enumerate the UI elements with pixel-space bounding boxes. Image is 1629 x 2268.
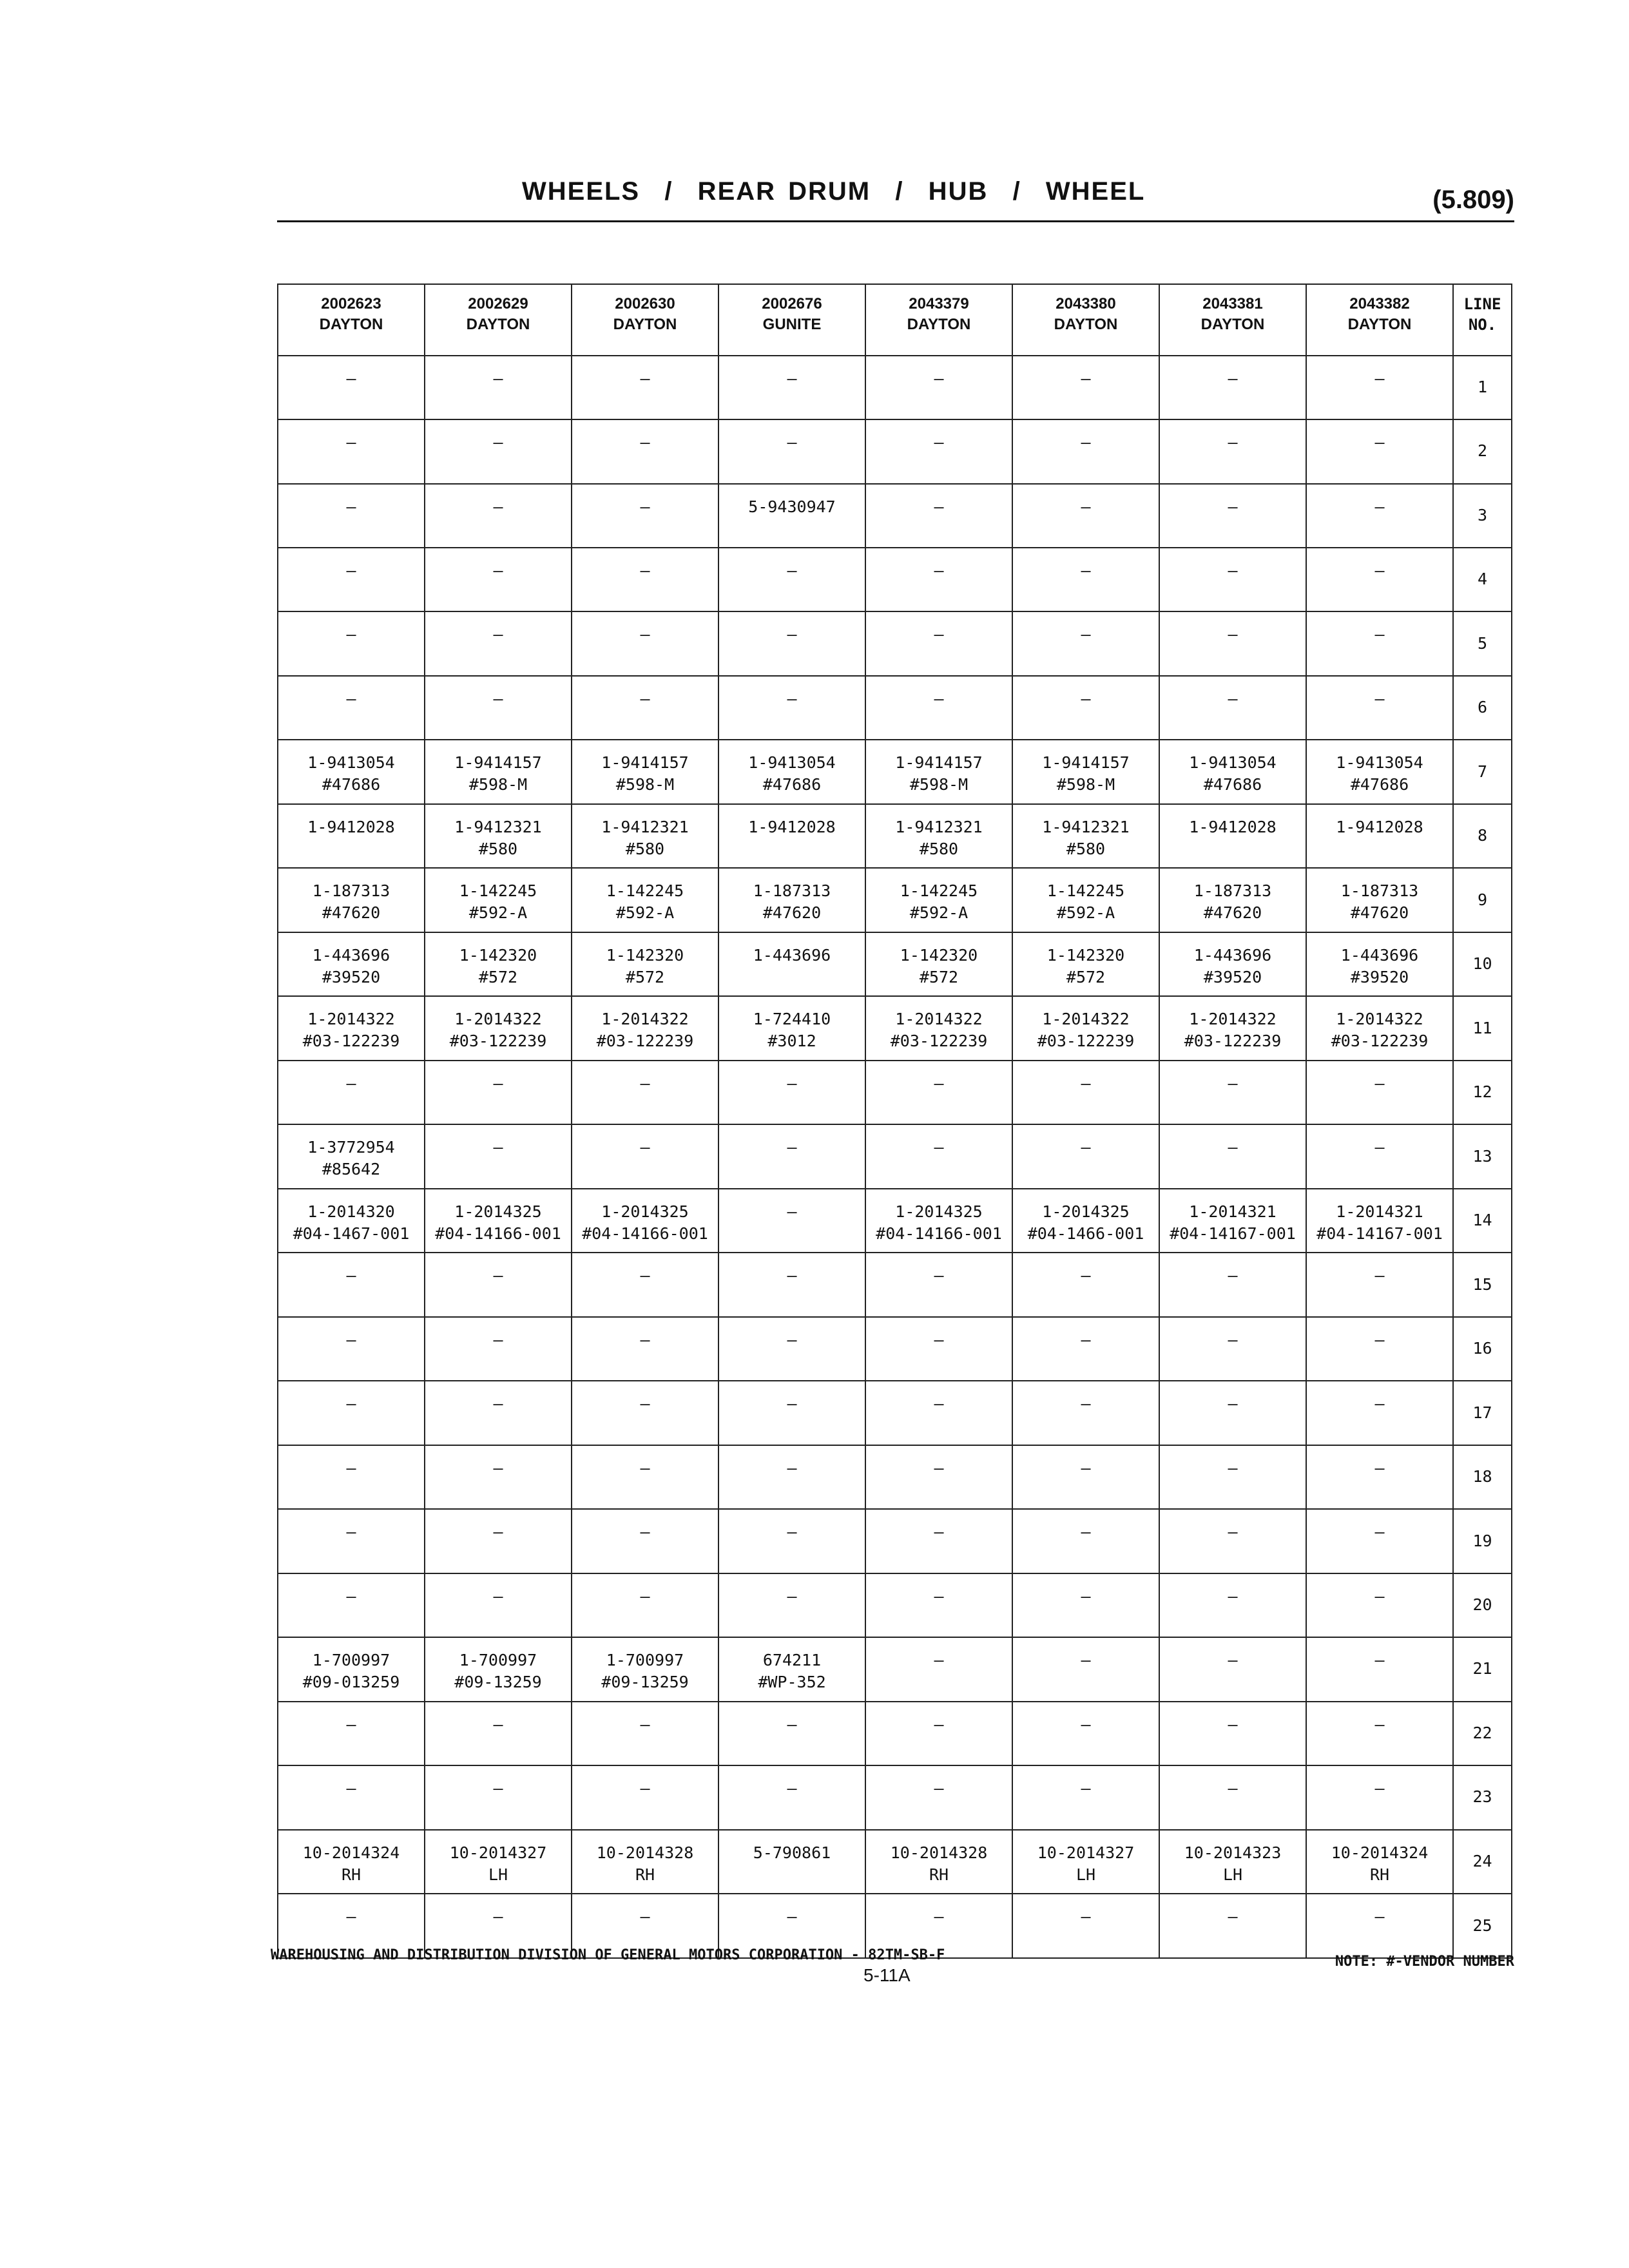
line-number: 7 (1453, 740, 1512, 803)
column-part-number: 2043382 (1349, 295, 1410, 312)
table-cell: 1-9412321 #580 (572, 804, 718, 868)
table-cell: 1-443696 #39520 (1306, 932, 1453, 996)
table-cell: 1-2014320 #04-1467-001 (278, 1189, 425, 1253)
table-cell: — (1012, 1509, 1159, 1573)
table-cell: — (572, 548, 718, 611)
table-cell: 1-187313 #47620 (1306, 868, 1453, 932)
table-cell: — (1159, 1445, 1306, 1509)
table-cell: 1-2014322 #03-122239 (278, 996, 425, 1060)
table-cell: — (865, 1573, 1012, 1637)
table-cell: 1-9414157 #598-M (1012, 740, 1159, 803)
table-cell: — (572, 1445, 718, 1509)
table-cell: — (1159, 1253, 1306, 1316)
table-cell: — (572, 1381, 718, 1445)
table-cell: — (1159, 1317, 1306, 1381)
table-cell: 1-142245 #592-A (572, 868, 718, 932)
table-cell: — (572, 1702, 718, 1765)
table-cell: — (425, 1124, 572, 1188)
table-cell: — (1306, 1509, 1453, 1573)
table-cell: — (1306, 484, 1453, 548)
table-cell: — (278, 548, 425, 611)
table-row (278, 1381, 1512, 1445)
table-row (278, 1253, 1512, 1316)
table-row (278, 1189, 1512, 1253)
table-cell: — (718, 548, 865, 611)
table-cell: 1-9412028 (718, 804, 865, 868)
parts-table (277, 284, 1512, 1959)
table-row (278, 611, 1512, 675)
table-cell: — (425, 676, 572, 740)
table-row (278, 484, 1512, 548)
table-cell: — (572, 356, 718, 419)
table-cell: — (718, 1061, 865, 1124)
table-cell: — (1159, 1702, 1306, 1765)
footer-division: WAREHOUSING AND DISTRIBUTION DIVISION OF GENERAL MOTORS CORPORATION - 82TM-SB-F (271, 1947, 945, 1963)
column-part-number: 2043381 (1202, 295, 1263, 312)
table-cell: — (425, 1061, 572, 1124)
table-row (278, 356, 1512, 419)
table-cell: — (1306, 1253, 1453, 1316)
column-header (1012, 284, 1159, 356)
table-cell: — (865, 1253, 1012, 1316)
table-cell: — (865, 1381, 1012, 1445)
table-cell: 1-700997 #09-13259 (425, 1637, 572, 1701)
table-cell: 1-443696 #39520 (278, 932, 425, 996)
table-cell: — (1159, 548, 1306, 611)
column-header (278, 284, 425, 356)
table-row (278, 1317, 1512, 1381)
line-number: 9 (1453, 868, 1512, 932)
table-row (278, 996, 1512, 1060)
table-cell: — (425, 1445, 572, 1509)
line-number: 20 (1453, 1573, 1512, 1637)
table-cell: 1-9412321 #580 (865, 804, 1012, 868)
table-cell: — (1012, 1317, 1159, 1381)
table-cell: — (718, 611, 865, 675)
column-maker: DAYTON (1347, 316, 1412, 333)
line-number: 25 (1453, 1894, 1512, 1958)
table-cell: — (425, 356, 572, 419)
column-header (572, 284, 718, 356)
line-number: 12 (1453, 1061, 1512, 1124)
table-cell: — (865, 1894, 1012, 1958)
table-cell: — (278, 1381, 425, 1445)
header-rule (277, 220, 1514, 222)
table-cell: — (425, 1509, 572, 1573)
table-row (278, 1445, 1512, 1509)
table-cell: — (1159, 1894, 1306, 1958)
table-cell: 1-9414157 #598-M (865, 740, 1012, 803)
table-cell: — (1306, 1317, 1453, 1381)
table-cell: — (572, 611, 718, 675)
page-number: 5-11A (863, 1965, 911, 1985)
table-cell: — (865, 548, 1012, 611)
table-cell: 1-9413054 #47686 (718, 740, 865, 803)
table-cell: — (1012, 1894, 1159, 1958)
footer-note: NOTE: #-VENDOR NUMBER (1335, 1954, 1514, 1970)
table-cell: — (425, 1381, 572, 1445)
table-cell: 1-187313 #47620 (278, 868, 425, 932)
table-cell: 1-142245 #592-A (1012, 868, 1159, 932)
table-cell: — (865, 1702, 1012, 1765)
table-cell: — (572, 676, 718, 740)
table-row (278, 1637, 1512, 1701)
column-header (1306, 284, 1453, 356)
table-cell: — (865, 356, 1012, 419)
table-cell: — (718, 356, 865, 419)
table-cell: — (718, 1702, 865, 1765)
table-cell: — (278, 1509, 425, 1573)
table-cell: — (1306, 676, 1453, 740)
table-cell: — (1306, 1445, 1453, 1509)
line-number: 13 (1453, 1124, 1512, 1188)
table-cell: — (1012, 676, 1159, 740)
table-cell: — (718, 1317, 865, 1381)
table-cell: — (278, 419, 425, 483)
table-cell: 1-443696 #39520 (1159, 932, 1306, 996)
table-cell: — (1306, 1702, 1453, 1765)
table-cell: — (425, 1253, 572, 1316)
line-number: 21 (1453, 1637, 1512, 1701)
table-cell: 1-724410 #3012 (718, 996, 865, 1060)
table-cell: — (425, 484, 572, 548)
table-cell: — (1159, 419, 1306, 483)
line-number: 3 (1453, 484, 1512, 548)
table-cell: 1-3772954 #85642 (278, 1124, 425, 1188)
table-row (278, 1702, 1512, 1765)
table-cell: — (572, 419, 718, 483)
table-cell: — (865, 676, 1012, 740)
table-cell: — (572, 1061, 718, 1124)
table-cell: — (865, 1061, 1012, 1124)
table-cell: 1-2014322 #03-122239 (1306, 996, 1453, 1060)
table-cell: — (718, 1509, 865, 1573)
table-cell: — (278, 484, 425, 548)
line-number-header: LINE NO. (1453, 284, 1512, 356)
table-cell: 1-700997 #09-013259 (278, 1637, 425, 1701)
table-cell: — (718, 1573, 865, 1637)
table-cell: — (425, 548, 572, 611)
table-cell: — (718, 1381, 865, 1445)
table-cell: — (1012, 1573, 1159, 1637)
table-cell: — (1306, 1124, 1453, 1188)
line-number: 1 (1453, 356, 1512, 419)
table-cell: 10-2014324 RH (1306, 1830, 1453, 1894)
table-cell: — (718, 1894, 865, 1958)
table-cell: — (278, 1765, 425, 1829)
table-cell: 1-9413054 #47686 (1159, 740, 1306, 803)
table-cell: 10-2014328 RH (572, 1830, 718, 1894)
table-cell: — (1012, 1124, 1159, 1188)
table-cell: — (425, 419, 572, 483)
table-cell: — (1306, 419, 1453, 483)
table-cell: 1-2014322 #03-122239 (572, 996, 718, 1060)
table-row (278, 676, 1512, 740)
table-row (278, 419, 1512, 483)
table-row (278, 1765, 1512, 1829)
line-number: 22 (1453, 1702, 1512, 1765)
table-cell: — (425, 1765, 572, 1829)
line-number: 15 (1453, 1253, 1512, 1316)
table-cell: — (1012, 1765, 1159, 1829)
table-cell: — (1306, 611, 1453, 675)
table-cell: — (572, 1894, 718, 1958)
table-cell: — (1012, 548, 1159, 611)
table-cell: 1-9412321 #580 (425, 804, 572, 868)
table-cell: — (1306, 548, 1453, 611)
line-number: 24 (1453, 1830, 1512, 1894)
table-cell: 1-2014322 #03-122239 (865, 996, 1012, 1060)
table-cell: — (278, 1573, 425, 1637)
table-cell: — (865, 484, 1012, 548)
column-header (1159, 284, 1306, 356)
table-cell: — (718, 1765, 865, 1829)
table-cell: — (1159, 1765, 1306, 1829)
column-header (425, 284, 572, 356)
table-cell: — (572, 1509, 718, 1573)
table-cell: — (278, 1061, 425, 1124)
table-cell: — (572, 1317, 718, 1381)
table-cell: — (572, 1573, 718, 1637)
table-cell: 1-2014325 #04-14166-001 (425, 1189, 572, 1253)
table-cell: 1-9412028 (1306, 804, 1453, 868)
table-cell: 1-443696 (718, 932, 865, 996)
line-number: 19 (1453, 1509, 1512, 1573)
table-row (278, 868, 1512, 932)
table-cell: 1-2014321 #04-14167-001 (1306, 1189, 1453, 1253)
table-cell: 10-2014327 LH (1012, 1830, 1159, 1894)
table-cell: 1-9414157 #598-M (425, 740, 572, 803)
column-part-number: 2002623 (321, 295, 381, 312)
table-cell: 1-2014325 #04-14166-001 (572, 1189, 718, 1253)
table-cell: 1-142245 #592-A (425, 868, 572, 932)
table-cell: — (718, 1189, 865, 1253)
column-part-number: 2002676 (762, 295, 822, 312)
table-cell: — (1012, 1253, 1159, 1316)
table-cell: — (278, 611, 425, 675)
table-cell: — (1012, 611, 1159, 675)
table-cell: — (425, 1573, 572, 1637)
table-cell: — (718, 1253, 865, 1316)
line-number: 2 (1453, 419, 1512, 483)
table-cell: — (865, 1445, 1012, 1509)
table-cell: — (1159, 1637, 1306, 1701)
line-number: 16 (1453, 1317, 1512, 1381)
table-cell: — (865, 1765, 1012, 1829)
table-cell: — (1159, 611, 1306, 675)
table-cell: — (1012, 1702, 1159, 1765)
table-cell: 10-2014327 LH (425, 1830, 572, 1894)
table-cell: — (425, 1317, 572, 1381)
table-row (278, 1573, 1512, 1637)
column-maker: GUNITE (762, 316, 822, 333)
table-cell: — (278, 1317, 425, 1381)
table-row (278, 1509, 1512, 1573)
page-title: WHEELS / REAR DRUM / HUB / WHEEL (522, 177, 1146, 206)
column-maker: DAYTON (319, 316, 383, 333)
table-row (278, 548, 1512, 611)
table-cell: — (1159, 1381, 1306, 1445)
column-part-number: 2043379 (909, 295, 969, 312)
table-cell: 1-187313 #47620 (1159, 868, 1306, 932)
table-cell: 1-9413054 #47686 (1306, 740, 1453, 803)
table-cell: 1-9414157 #598-M (572, 740, 718, 803)
table-cell: — (1306, 1637, 1453, 1701)
table-cell: 1-9412028 (278, 804, 425, 868)
table-cell: 1-142320 #572 (572, 932, 718, 996)
table-cell: — (865, 1637, 1012, 1701)
table-cell: — (1159, 356, 1306, 419)
column-maker: DAYTON (466, 316, 530, 333)
column-maker: DAYTON (1200, 316, 1265, 333)
table-cell: 5-790861 (718, 1830, 865, 1894)
table-cell: 1-9412321 #580 (1012, 804, 1159, 868)
table-cell: 1-9413054 #47686 (278, 740, 425, 803)
column-maker: DAYTON (613, 316, 677, 333)
table-cell: — (1012, 1445, 1159, 1509)
table-cell: 1-187313 #47620 (718, 868, 865, 932)
table-cell: — (718, 676, 865, 740)
table-cell: — (572, 1765, 718, 1829)
column-maker: DAYTON (907, 316, 971, 333)
table-cell: — (425, 611, 572, 675)
line-number: 5 (1453, 611, 1512, 675)
line-number: 18 (1453, 1445, 1512, 1509)
table-cell: 1-2014325 #04-14166-001 (865, 1189, 1012, 1253)
table-cell: — (1012, 1637, 1159, 1701)
table-cell: — (865, 1124, 1012, 1188)
page-header (277, 174, 1514, 232)
table-cell: 10-2014328 RH (865, 1830, 1012, 1894)
table-cell: — (1306, 356, 1453, 419)
table-cell: 674211 #WP-352 (718, 1637, 865, 1701)
column-header (718, 284, 865, 356)
table-row (278, 804, 1512, 868)
table-cell: 1-142245 #592-A (865, 868, 1012, 932)
table-cell: 1-2014322 #03-122239 (1159, 996, 1306, 1060)
table-cell: 1-2014321 #04-14167-001 (1159, 1189, 1306, 1253)
table-cell: — (718, 1445, 865, 1509)
line-number: 11 (1453, 996, 1512, 1060)
table-cell: — (572, 1253, 718, 1316)
table-cell: — (865, 1317, 1012, 1381)
table-cell: — (1159, 1509, 1306, 1573)
table-cell: — (1012, 356, 1159, 419)
table-cell: — (572, 1124, 718, 1188)
table-cell: 1-142320 #572 (425, 932, 572, 996)
table-cell: 10-2014323 LH (1159, 1830, 1306, 1894)
table-cell: — (1159, 676, 1306, 740)
table-cell: — (278, 1702, 425, 1765)
line-number: 10 (1453, 932, 1512, 996)
table-cell: — (278, 1894, 425, 1958)
table-cell: 10-2014324 RH (278, 1830, 425, 1894)
line-number: 4 (1453, 548, 1512, 611)
table-cell: — (1012, 1061, 1159, 1124)
table-cell: — (718, 419, 865, 483)
table-cell: 1-700997 #09-13259 (572, 1637, 718, 1701)
table-row (278, 1061, 1512, 1124)
table-cell: — (1012, 484, 1159, 548)
table-cell: 1-2014325 #04-1466-001 (1012, 1189, 1159, 1253)
table-cell: 1-9412028 (1159, 804, 1306, 868)
table-header-row (278, 284, 1512, 356)
column-part-number: 2002629 (468, 295, 528, 312)
table-cell: — (278, 1445, 425, 1509)
table-cell: — (718, 1124, 865, 1188)
table-cell: — (425, 1702, 572, 1765)
table-cell: 1-142320 #572 (1012, 932, 1159, 996)
line-number: 14 (1453, 1189, 1512, 1253)
table-row (278, 1124, 1512, 1188)
table-cell: — (278, 676, 425, 740)
table-cell: — (865, 611, 1012, 675)
table-row (278, 1830, 1512, 1894)
table-row (278, 740, 1512, 803)
table-cell: — (1159, 1061, 1306, 1124)
table-cell: 5-9430947 (718, 484, 865, 548)
table-cell: — (865, 419, 1012, 483)
table-cell: 1-2014322 #03-122239 (425, 996, 572, 1060)
table-cell: — (1306, 1894, 1453, 1958)
column-header (865, 284, 1012, 356)
table-cell: — (1159, 1573, 1306, 1637)
table-cell: — (278, 1253, 425, 1316)
column-maker: DAYTON (1054, 316, 1118, 333)
column-part-number: 2043380 (1055, 295, 1116, 312)
table-cell: — (278, 356, 425, 419)
table-cell: 1-142320 #572 (865, 932, 1012, 996)
table-cell: — (1306, 1573, 1453, 1637)
table-cell: — (865, 1509, 1012, 1573)
table-cell: — (1306, 1061, 1453, 1124)
table-cell: — (1306, 1765, 1453, 1829)
line-number: 8 (1453, 804, 1512, 868)
line-number: 17 (1453, 1381, 1512, 1445)
table-cell: — (1012, 1381, 1159, 1445)
table-cell: — (1159, 484, 1306, 548)
table-row (278, 932, 1512, 996)
table-cell: — (572, 484, 718, 548)
line-number: 23 (1453, 1765, 1512, 1829)
column-part-number: 2002630 (615, 295, 675, 312)
table-cell: — (425, 1894, 572, 1958)
table-cell: — (1159, 1124, 1306, 1188)
section-number: (5.809) (1432, 186, 1514, 214)
table-cell: — (1012, 419, 1159, 483)
line-number: 6 (1453, 676, 1512, 740)
table-cell: 1-2014322 #03-122239 (1012, 996, 1159, 1060)
table-cell: — (1306, 1381, 1453, 1445)
